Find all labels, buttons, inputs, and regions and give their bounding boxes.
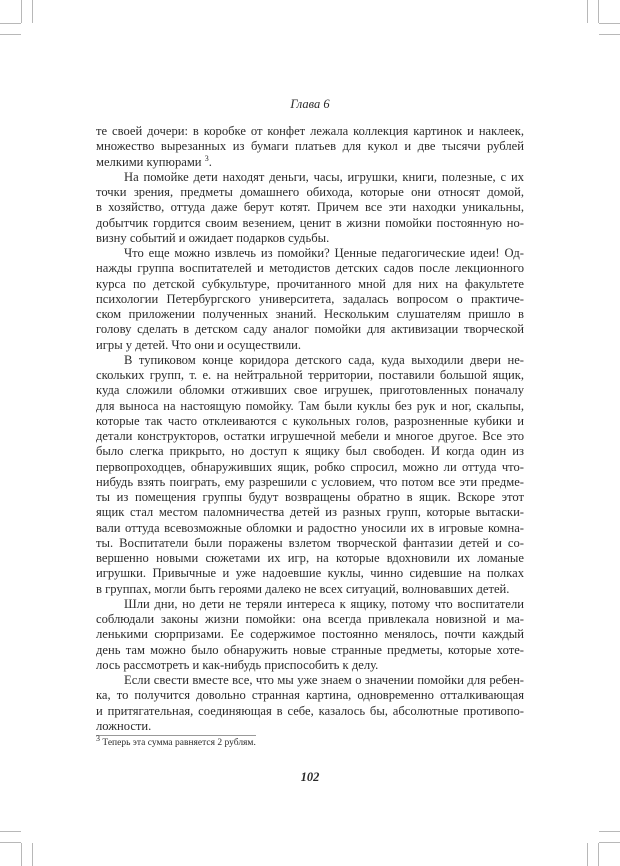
text-line	[96, 185, 524, 200]
line-text: добытчик гордится своим везением, ценит в жизни помойки постоянную но-	[96, 215, 524, 230]
text-line	[96, 368, 524, 383]
footnote-number: 3	[96, 733, 100, 743]
text-line	[96, 399, 524, 414]
line-text: игрушки. Привычные и уже надоевшие куклы, чинно сидевшие на полках	[96, 566, 524, 581]
line-text: и притягательная, соединяющая в себе, казалось бы, абсолютные противопо-	[96, 703, 524, 718]
crop-mark	[599, 831, 620, 832]
text-line	[96, 551, 524, 566]
line-text: ка, то получится довольно странная картина, одновременно отталкивающая	[96, 688, 524, 703]
text-line	[96, 688, 524, 703]
line-text: вали оттуда всевозможные обломки и радостно уносили их в игровые комна-	[96, 520, 524, 535]
running-header: Глава 6	[290, 97, 330, 111]
crop-mark	[21, 843, 22, 866]
text-line	[96, 444, 524, 459]
text-line	[96, 200, 524, 215]
line-text: визну событий и ожидает подарков судьбы.	[96, 230, 330, 245]
line-text: курса по детской субкультуре, прочитанного мной для них на факультете	[96, 276, 524, 291]
crop-mark	[599, 23, 620, 24]
text-line	[96, 155, 524, 170]
line-text: лось рассмотреть и как-нибудь приспособить к делу.	[96, 657, 379, 672]
text-line	[96, 719, 524, 734]
line-text: Что еще можно извлечь из помойки? Ценные педагогические идеи! Од-	[124, 246, 524, 260]
text-line	[96, 673, 524, 688]
text-line	[96, 627, 524, 642]
line-text: игры у детей. Что они и осуществили.	[96, 337, 302, 352]
line-text: нажды группа воспитателей и методистов детских садов после лекционного	[96, 261, 524, 276]
line-text: голову сделать в детском саду аналог помойки для активизации творческой	[96, 322, 524, 337]
text-line	[96, 704, 524, 719]
crop-mark	[0, 842, 21, 843]
line-text: было слегка прикрыто, но доступ к ящику был свободен. И когда один из	[96, 444, 524, 459]
crop-mark	[599, 34, 620, 35]
body-text	[96, 124, 524, 734]
line-text: первопроходцев, обнаруживших ящик, робко спросил, можно ли оттуда что-	[96, 459, 524, 474]
text-line	[96, 246, 524, 261]
line-text: точки зрения, предметы домашнего обихода, которые они относят домой,	[96, 185, 524, 199]
line-text: которые так часто отклеиваются с кукольных голов, разрозненные кубики и	[96, 413, 524, 428]
text-line	[96, 429, 524, 444]
text-line	[96, 383, 524, 398]
line-text: множество вырезанных из бумаги платьев для кукол и две тысячи рублей	[96, 139, 524, 154]
text-line	[96, 170, 524, 185]
text-line	[96, 322, 524, 337]
line-text: для выноса на настоящую помойку. Там были куклы без рук и ног, скальпы,	[96, 398, 524, 413]
text-line	[96, 597, 524, 612]
crop-mark	[0, 34, 21, 35]
line-text: ском приложении полученных знаний. Нескольким слушателям пришло в	[96, 307, 524, 321]
crop-mark	[21, 0, 22, 23]
line-text: скольких групп, т. е. на нейтральной территории, поставили большой ящик,	[96, 368, 524, 382]
line-text: ящик стал местом паломничества детей из разных групп, которые вытаски-	[96, 505, 524, 520]
footnote	[96, 733, 256, 748]
text-line	[96, 460, 524, 475]
line-text: .	[208, 154, 212, 169]
line-text: На помойке дети находят деньги, часы, игрушки, книги, полезные, с их	[124, 169, 524, 184]
line-text: куда сложили обломки отживших свое игрушек, приготовленных поначалу	[96, 383, 524, 398]
crop-mark	[587, 0, 588, 23]
line-text: в группах, могли быть героями далеко не всех ситуаций, волновавших детей.	[96, 581, 510, 596]
line-text: вершенно новыми сюжетами их игр, на которые вдохновили их ломаные	[96, 551, 524, 565]
text-line	[96, 292, 524, 307]
text-line	[96, 277, 524, 292]
text-line	[96, 490, 524, 505]
text-line	[96, 521, 524, 536]
line-text: те своей дочери: в коробке от конфет лежала коллекция картинок и наклеек,	[96, 124, 524, 138]
text-line	[96, 124, 524, 139]
text-line	[96, 414, 524, 429]
crop-mark	[32, 843, 33, 866]
line-text: Если свести вместе все, что мы уже знаем о значении помойки для ребен-	[124, 673, 524, 687]
line-text: в хозяйство, оттуда даже берут котят. Причем все эти находки уникальны,	[96, 200, 524, 215]
line-text: Шли дни, но дети не теряли интереса к ящику, потому что воспитатели	[124, 596, 524, 611]
text-line	[96, 353, 524, 368]
text-line	[96, 612, 524, 627]
text-line	[96, 505, 524, 520]
line-text: день там можно было обнаружить новые странные предметы, которые хоте-	[96, 642, 524, 657]
line-text: соблюдали законы жизни помойки: она всегда привлекала новизной и ма-	[96, 612, 524, 626]
line-text: психологии Петербургского университета, задалась вопросом о практиче-	[96, 291, 524, 306]
text-line	[96, 338, 524, 353]
crop-mark	[599, 842, 620, 843]
text-line	[96, 582, 524, 597]
text-line	[96, 536, 524, 551]
crop-mark	[598, 843, 599, 866]
text-line	[96, 216, 524, 231]
text-line	[96, 643, 524, 658]
text-line	[96, 139, 524, 154]
footnote-reference: 3	[204, 154, 209, 163]
line-text: ты. Воспитатели были поражены взлетом творческой фантазии детей и со-	[96, 535, 524, 550]
line-text: ты из помещения группы будут возвращены обратно в ящик. Вскоре этот	[96, 490, 524, 504]
text-line	[96, 566, 524, 581]
crop-mark	[32, 0, 33, 23]
text-line	[96, 475, 524, 490]
crop-mark	[587, 843, 588, 866]
crop-mark	[0, 831, 21, 832]
line-text: ложности.	[96, 718, 152, 733]
line-text: детали конструкторов, остатки игрушечной мебели и многое другое. Все это	[96, 429, 524, 443]
crop-mark	[598, 0, 599, 23]
crop-mark	[0, 23, 21, 24]
text-line	[96, 658, 524, 673]
text-line	[96, 261, 524, 276]
line-text: ленькими сюрпризами. Ее содержимое постоянно менялось, почти каждый	[96, 627, 524, 642]
line-text: нибудь взять поиграть, ему разрешили с условием, что потом все эти предме-	[96, 474, 524, 489]
footnote-text: Теперь эта сумма равняется 2 рублям.	[100, 738, 256, 748]
text-line	[96, 307, 524, 322]
text-line	[96, 231, 524, 246]
line-text: мелкими купюрами	[96, 154, 205, 169]
page-number: 102	[300, 770, 320, 784]
line-text: В тупиковом конце коридора детского сада, куда выходили двери не-	[124, 352, 524, 367]
footnote-rule	[96, 735, 256, 736]
